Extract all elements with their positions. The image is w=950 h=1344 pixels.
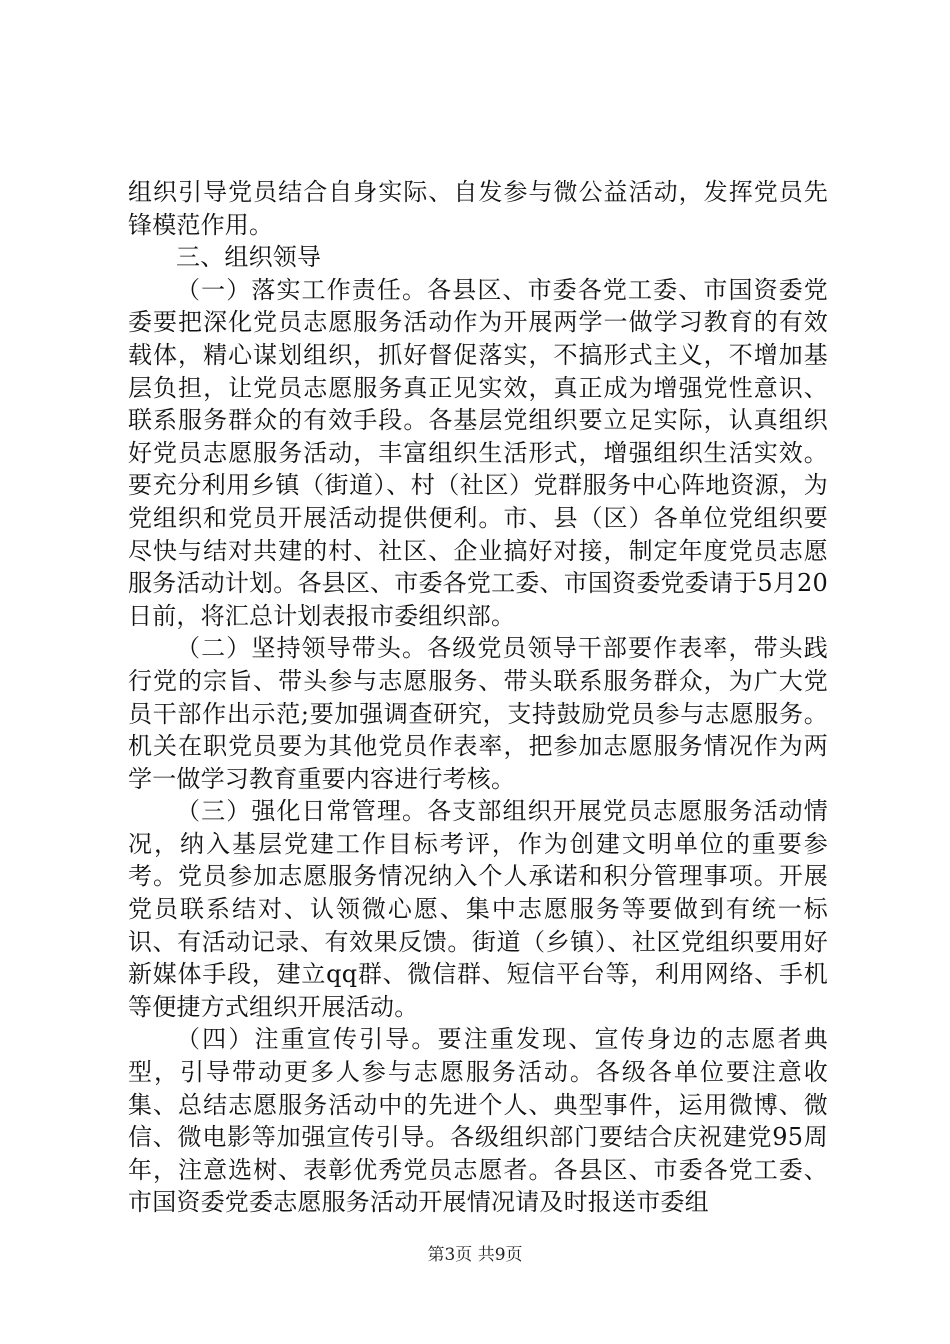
paragraph-work-responsibility: （一）落实工作责任。各县区、市委各党工委、市国资委党委要把深化党员志愿服务活动作为开展两学一做学习教育的有效载体，精心谋划组织，抓好督促落实，不搞形式主义，不增加基层负担，让党员志愿服务真正见实效，真正成为增强党性意识、联系服务群众的有效手段。各基层党组织要立足实际，认真组织好党员志愿服务活动，丰富组织生活形式，增强组织生活实效。要充分利用乡镇（街道）、村（社区）党群服务中心阵地资源，为党组织和党员开展活动提供便利。市、县（区）各单位党组织要尽快与结对共建的村、社区、企业搞好对接，制定年度党员志愿服务活动计划。各县区、市委各党工委、市国资委党委请于5月20日前，将汇总计划表报市委组织部。 <box>128 275 828 630</box>
paragraph-leadership-example: （二）坚持领导带头。各级党员领导干部要作表率，带头践行党的宗旨、带头参与志愿服务、带头联系服务群众，为广大党员干部作出示范;要加强调查研究，支持鼓励党员参与志愿服务。机关在职党员要为其他党员作表率，把参加志愿服务情况作为两学一做学习教育重要内容进行考核。 <box>128 634 828 793</box>
paragraph-continuation: 组织引导党员结合自身实际、自发参与微公益活动，发挥党员先锋模范作用。 <box>128 178 828 239</box>
document-body <box>128 176 828 1219</box>
page-footer: 第3页 共9页 <box>427 1245 523 1265</box>
section-heading: 三、组织领导 <box>176 243 322 272</box>
paragraph-daily-management: （三）强化日常管理。各支部组织开展党员志愿服务活动情况，纳入基层党建工作目标考评，作为创建文明单位的重要参考。党员参加志愿服务情况纳入个人承诺和积分管理事项。开展党员联系结对、认领微心愿、集中志愿服务等要做到有统一标识、有活动记录、有效果反馈。街道（乡镇）、社区党组织要用好新媒体手段，建立qq群、微信群、短信平台等，利用网络、手机等便捷方式组织开展活动。 <box>128 797 828 1021</box>
paragraph-publicity-guidance: （四）注重宣传引导。要注重发现、宣传身边的志愿者典型，引导带动更多人参与志愿服务活动。各级各单位要注意收集、总结志愿服务活动中的先进个人、典型事件，运用微博、微信、微电影等加强宣传引导。各级组织部门要结合庆祝建党95周年，注意选树、表彰优秀党员志愿者。各县区、市委各党工委、市国资委党委志愿服务活动开展情况请及时报送市委组 <box>128 1025 828 1217</box>
